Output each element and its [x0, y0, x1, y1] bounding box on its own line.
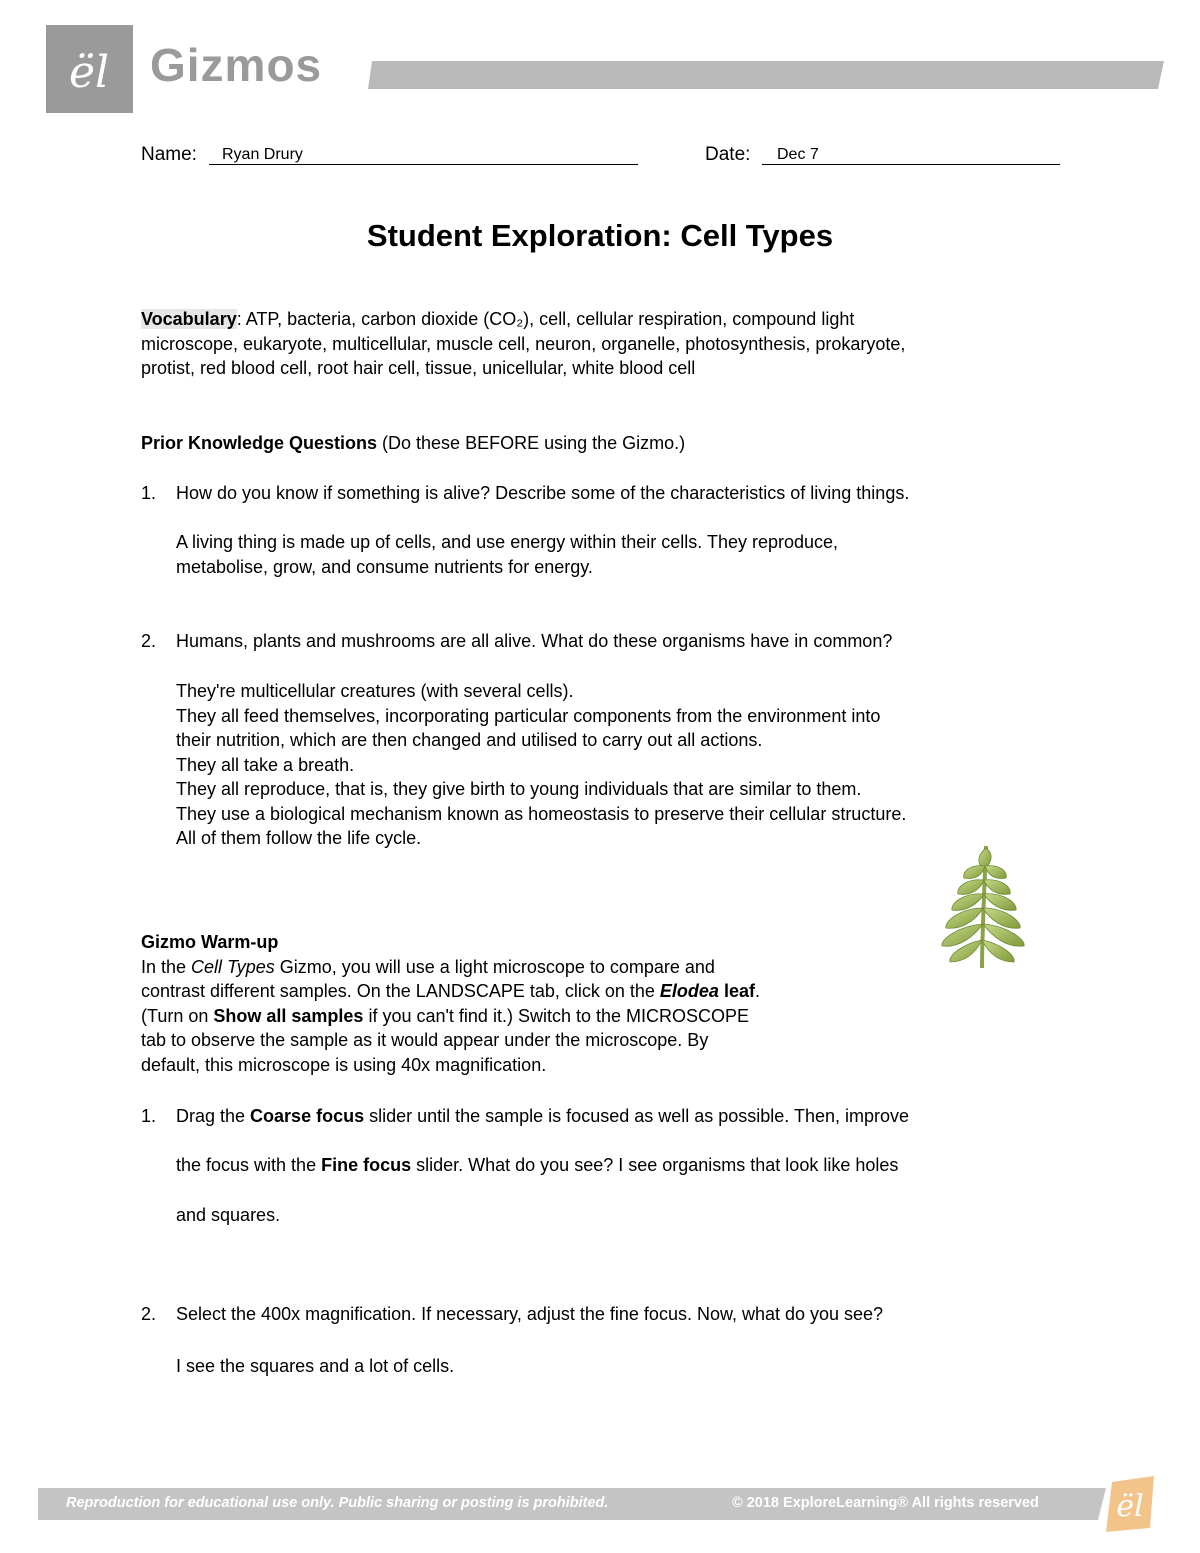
warmup-q2-answer: I see the squares and a lot of cells. [176, 1356, 455, 1376]
prior-q2-question: Humans, plants and mushrooms are all alive. What do these organisms have in common? [176, 631, 893, 651]
q1-text: Drag the [176, 1106, 251, 1126]
q1-text: slider until the sample is focused as well as possible. Then, improve [364, 1106, 910, 1126]
elodea-term: Elodea [659, 981, 719, 1001]
answer-line: They all feed themselves, incorporating particular components from the environment into [176, 705, 881, 726]
vocabulary-line-3: protist, red blood cell, root hair cell, tissue, unicellular, white blood cell [141, 358, 696, 378]
name-label: Name: [141, 144, 197, 165]
warmup-text: if you can't find it.) Switch to the MICROSCOPE [363, 1005, 750, 1026]
warmup-text: (Turn on [141, 1005, 214, 1026]
answer-line: They use a biological mechanism known as homeostasis to preserve their cellular structure. [176, 803, 907, 824]
answer-line: All of them follow the life cycle. [176, 828, 422, 848]
gizmo-name: Cell Types [191, 956, 275, 977]
footer-disclaimer: Reproduction for educational use only. Public sharing or posting is prohibited. [66, 1495, 609, 1511]
prior-heading-bold: Prior Knowledge Questions [141, 433, 378, 453]
warmup-q2-number: 2. [141, 1304, 157, 1324]
warmup-q2-question: Select the 400x magnification. If necessary, adjust the fine focus. Now, what do you see? [176, 1304, 884, 1324]
header-bar [368, 61, 1164, 89]
answer-line: metabolise, grow, and consume nutrients for energy. [176, 556, 593, 577]
vocabulary-line-2: microscope, eukaryote, multicellular, muscle cell, neuron, organelle, photosynthesis, prokaryote, [141, 333, 906, 354]
elodea-plant-image [912, 838, 1052, 978]
warmup-text: tab to observe the sample as it would appear under the microscope. By [141, 1030, 709, 1050]
date-label: Date: [705, 144, 751, 165]
footer-el-logo-icon [1104, 1476, 1156, 1532]
q1-text: the focus with the [176, 1155, 322, 1175]
warmup-q1-line-2 [176, 1153, 1081, 1178]
warmup-section [141, 930, 901, 1077]
prior-q2-answer [176, 679, 1081, 851]
svg-text:ël: ël [68, 47, 110, 98]
warmup-text: In the [141, 956, 192, 977]
warmup-q1-line-1 [176, 1104, 1081, 1129]
date-underline [762, 164, 1060, 165]
answer-line: They all reproduce, that is, they give birth to young individuals that are similar to them. [176, 779, 862, 799]
warmup-text: contrast different samples. On the LANDSCAPE tab, click on the [141, 981, 660, 1001]
name-value: Ryan Drury [222, 146, 303, 163]
warmup-heading: Gizmo Warm-up [141, 932, 279, 952]
prior-q1-number: 1. [141, 483, 157, 503]
prior-q2-number: 2. [141, 631, 157, 651]
fine-focus-term: Fine focus [321, 1155, 412, 1175]
prior-q1-question: How do you know if something is alive? Describe some of the characteristics of living things. [176, 483, 910, 503]
prior-knowledge-heading [141, 431, 1081, 456]
page-title: Student Exploration: Cell Types [366, 218, 834, 253]
answer-line: They all take a breath. [176, 754, 355, 775]
brand-name: Gizmos [150, 39, 323, 91]
answer-line: A living thing is made up of cells, and use energy within their cells. They reproduce, [176, 532, 839, 552]
footer-copyright: © 2018 ExploreLearning® All rights reserved [732, 1495, 1039, 1511]
answer-line: They're multicellular creatures (with several cells). [176, 681, 574, 701]
warmup-text: . [754, 981, 760, 1001]
warmup-text: Gizmo, you will use a light microscope to compare and [274, 956, 715, 977]
vocabulary-section [141, 307, 1081, 381]
warmup-text: default, this microscope is using 40x magnification. [141, 1054, 547, 1075]
q1-text: slider. What do you see? I see organisms that look like holes [411, 1155, 899, 1175]
warmup-q1-number: 1. [141, 1106, 157, 1126]
date-value: Dec 7 [777, 146, 819, 163]
el-logo-icon [46, 25, 133, 113]
show-all-samples-term: Show all samples [213, 1005, 364, 1026]
warmup-q1-line-3: and squares. [176, 1205, 281, 1225]
prior-q1-answer [176, 530, 1081, 579]
leaf-term: leaf [718, 981, 755, 1001]
answer-line: their nutrition, which are then changed and utilised to carry out all actions. [176, 730, 763, 750]
explorelearning-logo [46, 25, 133, 113]
name-underline [209, 164, 638, 165]
vocabulary-label: Vocabulary [141, 309, 237, 329]
svg-text:ël: ël [1116, 1489, 1144, 1524]
prior-heading-note: (Do these BEFORE using the Gizmo.) [377, 433, 686, 453]
coarse-focus-term: Coarse focus [250, 1106, 365, 1126]
vocabulary-line-1: : ATP, bacteria, carbon dioxide (CO₂), cell, cellular respiration, compound light [236, 309, 855, 329]
